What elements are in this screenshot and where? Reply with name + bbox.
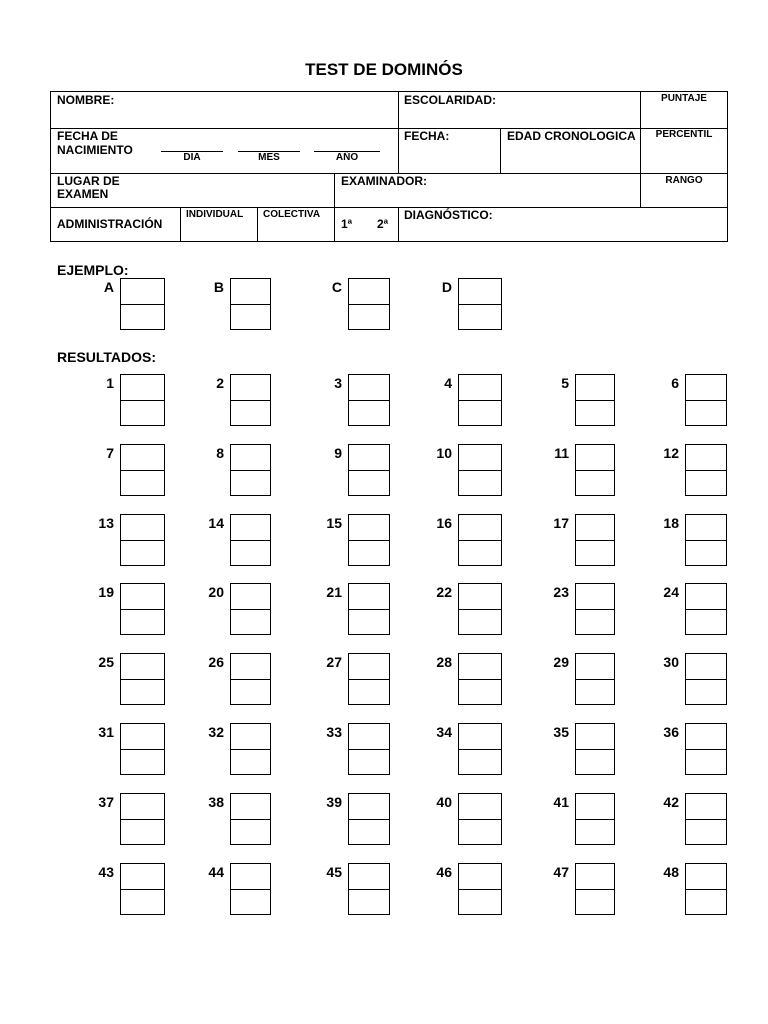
resultado-25-domino-divider bbox=[121, 679, 164, 680]
resultado-2-label: 2 bbox=[216, 375, 224, 391]
resultado-14-domino-box[interactable] bbox=[230, 514, 271, 566]
resultado-41-label: 41 bbox=[553, 794, 569, 810]
ejemplo-b-domino-divider bbox=[231, 304, 270, 305]
resultado-41-domino-box[interactable] bbox=[575, 793, 615, 845]
ejemplo-a-domino-divider bbox=[121, 304, 164, 305]
ejemplo-a-domino-box[interactable] bbox=[120, 278, 165, 330]
resultado-30-label: 30 bbox=[663, 654, 679, 670]
resultado-31-domino-box[interactable] bbox=[120, 723, 165, 775]
fecha-nacimiento-label-line1: FECHA DE bbox=[57, 129, 118, 143]
resultado-17-label: 17 bbox=[553, 515, 569, 531]
resultado-28-domino-divider bbox=[459, 679, 501, 680]
resultado-11-domino-divider bbox=[576, 470, 614, 471]
resultado-18-label: 18 bbox=[663, 515, 679, 531]
resultado-44-domino-box[interactable] bbox=[230, 863, 271, 915]
resultado-25-label: 25 bbox=[98, 654, 114, 670]
resultado-39-label: 39 bbox=[326, 794, 342, 810]
individual-option[interactable]: INDIVIDUAL bbox=[186, 209, 244, 220]
resultado-5-label: 5 bbox=[561, 375, 569, 391]
segunda-option[interactable]: 2ª bbox=[377, 217, 389, 231]
resultado-45-domino-divider bbox=[349, 889, 389, 890]
resultado-42-label: 42 bbox=[663, 794, 679, 810]
resultado-19-domino-box[interactable] bbox=[120, 583, 165, 635]
resultado-48-label: 48 bbox=[663, 864, 679, 880]
col-divider-lower bbox=[334, 173, 335, 242]
resultado-1-domino-box[interactable] bbox=[120, 374, 165, 426]
resultado-11-label: 11 bbox=[554, 445, 569, 461]
resultado-12-domino-box[interactable] bbox=[685, 444, 727, 496]
resultado-35-label: 35 bbox=[553, 724, 569, 740]
resultado-40-domino-box[interactable] bbox=[458, 793, 502, 845]
resultado-2-domino-box[interactable] bbox=[230, 374, 271, 426]
resultado-35-domino-box[interactable] bbox=[575, 723, 615, 775]
resultado-46-domino-box[interactable] bbox=[458, 863, 502, 915]
resultado-34-label: 34 bbox=[436, 724, 452, 740]
resultado-22-domino-divider bbox=[459, 609, 501, 610]
resultados-heading: RESULTADOS: bbox=[57, 349, 157, 365]
resultado-33-label: 33 bbox=[326, 724, 342, 740]
resultado-28-label: 28 bbox=[436, 654, 452, 670]
resultado-47-domino-box[interactable] bbox=[575, 863, 615, 915]
ejemplo-d-label: D bbox=[441, 279, 452, 295]
table-border-left bbox=[50, 91, 51, 242]
resultado-6-label: 6 bbox=[671, 375, 679, 391]
resultado-9-domino-divider bbox=[349, 470, 389, 471]
resultado-15-domino-divider bbox=[349, 540, 389, 541]
resultado-46-domino-divider bbox=[459, 889, 501, 890]
resultado-5-domino-box[interactable] bbox=[575, 374, 615, 426]
resultado-29-domino-box[interactable] bbox=[575, 653, 615, 705]
resultado-10-label: 10 bbox=[436, 445, 452, 461]
mes-label: MES bbox=[258, 152, 280, 163]
anio-label: AÑO bbox=[335, 152, 359, 163]
resultado-2-domino-divider bbox=[231, 400, 270, 401]
resultado-40-label: 40 bbox=[436, 794, 452, 810]
resultado-42-domino-divider bbox=[686, 819, 726, 820]
examinador-label: EXAMINADOR: bbox=[341, 174, 427, 188]
resultado-36-domino-box[interactable] bbox=[685, 723, 727, 775]
resultado-16-label: 16 bbox=[436, 515, 452, 531]
resultado-31-domino-divider bbox=[121, 749, 164, 750]
rango-label: RANGO bbox=[665, 175, 703, 186]
resultado-24-domino-box[interactable] bbox=[685, 583, 727, 635]
resultado-45-label: 45 bbox=[326, 864, 342, 880]
resultado-16-domino-box[interactable] bbox=[458, 514, 502, 566]
resultado-45-domino-box[interactable] bbox=[348, 863, 390, 915]
edad-cronologica-label: EDAD CRONOLOGICA bbox=[507, 129, 636, 143]
resultado-4-domino-box[interactable] bbox=[458, 374, 502, 426]
resultado-39-domino-box[interactable] bbox=[348, 793, 390, 845]
fecha-label: FECHA: bbox=[404, 129, 450, 143]
resultado-3-domino-box[interactable] bbox=[348, 374, 390, 426]
resultado-23-domino-divider bbox=[576, 609, 614, 610]
resultado-36-domino-divider bbox=[686, 749, 726, 750]
resultado-27-domino-divider bbox=[349, 679, 389, 680]
dia-label: DIA bbox=[183, 152, 201, 163]
resultado-38-domino-box[interactable] bbox=[230, 793, 271, 845]
header-form-table bbox=[50, 91, 728, 242]
resultado-41-domino-divider bbox=[576, 819, 614, 820]
resultado-6-domino-box[interactable] bbox=[685, 374, 727, 426]
resultado-14-domino-divider bbox=[231, 540, 270, 541]
resultado-30-domino-divider bbox=[686, 679, 726, 680]
col-divider-fecha bbox=[500, 128, 501, 173]
resultado-43-domino-divider bbox=[121, 889, 164, 890]
resultado-21-domino-box[interactable] bbox=[348, 583, 390, 635]
ejemplo-d-domino-divider bbox=[459, 304, 501, 305]
resultado-20-label: 20 bbox=[208, 584, 224, 600]
primera-option[interactable]: 1ª bbox=[341, 217, 353, 231]
resultado-27-label: 27 bbox=[326, 654, 342, 670]
resultado-30-domino-box[interactable] bbox=[685, 653, 727, 705]
resultado-9-domino-box[interactable] bbox=[348, 444, 390, 496]
resultado-23-label: 23 bbox=[553, 584, 569, 600]
resultado-39-domino-divider bbox=[349, 819, 389, 820]
puntaje-label: PUNTAJE bbox=[661, 93, 707, 104]
resultado-44-label: 44 bbox=[208, 864, 224, 880]
resultado-17-domino-box[interactable] bbox=[575, 514, 615, 566]
resultado-17-domino-divider bbox=[576, 540, 614, 541]
resultado-34-domino-box[interactable] bbox=[458, 723, 502, 775]
resultado-18-domino-box[interactable] bbox=[685, 514, 727, 566]
resultado-26-domino-divider bbox=[231, 679, 270, 680]
resultado-20-domino-box[interactable] bbox=[230, 583, 271, 635]
resultado-27-domino-box[interactable] bbox=[348, 653, 390, 705]
resultado-12-domino-divider bbox=[686, 470, 726, 471]
fecha-nacimiento-label-line2: NACIMIENTO bbox=[57, 143, 133, 157]
resultado-33-domino-box[interactable] bbox=[348, 723, 390, 775]
resultado-4-label: 4 bbox=[444, 375, 452, 391]
resultado-24-label: 24 bbox=[663, 584, 679, 600]
resultado-29-domino-divider bbox=[576, 679, 614, 680]
col-divider-diagnostico bbox=[398, 207, 399, 242]
percentil-label: PERCENTIL bbox=[655, 129, 713, 140]
colectiva-option[interactable]: COLECTIVA bbox=[263, 209, 321, 220]
resultado-32-domino-divider bbox=[231, 749, 270, 750]
resultado-7-domino-divider bbox=[121, 470, 164, 471]
resultado-29-label: 29 bbox=[553, 654, 569, 670]
lugar-examen-label-line2: EXAMEN bbox=[57, 187, 109, 201]
resultado-8-label: 8 bbox=[216, 445, 224, 461]
resultado-15-domino-box[interactable] bbox=[348, 514, 390, 566]
col-divider-main bbox=[398, 91, 399, 173]
resultado-38-domino-divider bbox=[231, 819, 270, 820]
ejemplo-c-domino-box[interactable] bbox=[348, 278, 390, 330]
resultado-19-domino-divider bbox=[121, 609, 164, 610]
resultado-48-domino-divider bbox=[686, 889, 726, 890]
resultado-28-domino-box[interactable] bbox=[458, 653, 502, 705]
resultado-31-label: 31 bbox=[98, 724, 114, 740]
table-border-bottom bbox=[50, 241, 728, 242]
resultado-26-domino-box[interactable] bbox=[230, 653, 271, 705]
resultado-8-domino-divider bbox=[231, 470, 270, 471]
resultado-5-domino-divider bbox=[576, 400, 614, 401]
resultado-7-label: 7 bbox=[106, 445, 114, 461]
resultado-43-label: 43 bbox=[98, 864, 114, 880]
resultado-47-domino-divider bbox=[576, 889, 614, 890]
resultado-42-domino-box[interactable] bbox=[685, 793, 727, 845]
resultado-47-label: 47 bbox=[553, 864, 569, 880]
resultado-24-domino-divider bbox=[686, 609, 726, 610]
lugar-examen-label-line1: LUGAR DE bbox=[57, 174, 120, 188]
resultado-13-label: 13 bbox=[98, 515, 114, 531]
resultado-1-domino-divider bbox=[121, 400, 164, 401]
resultado-22-domino-box[interactable] bbox=[458, 583, 502, 635]
resultado-44-domino-divider bbox=[231, 889, 270, 890]
row-divider-3 bbox=[50, 207, 728, 208]
resultado-48-domino-box[interactable] bbox=[685, 863, 727, 915]
resultado-15-label: 15 bbox=[326, 515, 342, 531]
ejemplo-b-domino-box[interactable] bbox=[230, 278, 271, 330]
resultado-20-domino-divider bbox=[231, 609, 270, 610]
resultado-40-domino-divider bbox=[459, 819, 501, 820]
resultado-10-domino-box[interactable] bbox=[458, 444, 502, 496]
col-divider-individual bbox=[257, 207, 258, 242]
resultado-22-label: 22 bbox=[436, 584, 452, 600]
ejemplo-b-label: B bbox=[213, 279, 224, 295]
resultado-25-domino-box[interactable] bbox=[120, 653, 165, 705]
administracion-label: ADMINISTRACIÓN bbox=[57, 217, 163, 231]
resultado-3-label: 3 bbox=[334, 375, 342, 391]
ejemplo-c-label: C bbox=[331, 279, 342, 295]
resultado-21-domino-divider bbox=[349, 609, 389, 610]
resultado-35-domino-divider bbox=[576, 749, 614, 750]
resultado-13-domino-divider bbox=[121, 540, 164, 541]
resultado-16-domino-divider bbox=[459, 540, 501, 541]
resultado-37-label: 37 bbox=[98, 794, 114, 810]
resultado-1-label: 1 bbox=[106, 375, 114, 391]
ejemplo-heading: EJEMPLO: bbox=[57, 262, 129, 278]
resultado-19-label: 19 bbox=[98, 584, 114, 600]
col-divider-admin bbox=[180, 207, 181, 242]
resultado-13-domino-box[interactable] bbox=[120, 514, 165, 566]
table-border-right bbox=[727, 91, 728, 242]
resultado-6-domino-divider bbox=[686, 400, 726, 401]
resultado-32-label: 32 bbox=[208, 724, 224, 740]
resultado-8-domino-box[interactable] bbox=[230, 444, 271, 496]
resultado-37-domino-box[interactable] bbox=[120, 793, 165, 845]
resultado-14-label: 14 bbox=[208, 515, 224, 531]
resultado-26-label: 26 bbox=[208, 654, 224, 670]
ejemplo-c-domino-divider bbox=[349, 304, 389, 305]
resultado-21-label: 21 bbox=[326, 584, 342, 600]
nombre-label: NOMBRE: bbox=[57, 93, 115, 107]
resultado-43-domino-box[interactable] bbox=[120, 863, 165, 915]
resultado-3-domino-divider bbox=[349, 400, 389, 401]
ejemplo-d-domino-box[interactable] bbox=[458, 278, 502, 330]
escolaridad-label: ESCOLARIDAD: bbox=[404, 93, 496, 107]
resultado-9-label: 9 bbox=[334, 445, 342, 461]
resultado-4-domino-divider bbox=[459, 400, 501, 401]
resultado-38-label: 38 bbox=[208, 794, 224, 810]
resultado-7-domino-box[interactable] bbox=[120, 444, 165, 496]
resultado-18-domino-divider bbox=[686, 540, 726, 541]
ejemplo-a-label: A bbox=[103, 279, 114, 295]
resultado-46-label: 46 bbox=[436, 864, 452, 880]
col-divider-score bbox=[640, 91, 641, 207]
resultado-23-domino-box[interactable] bbox=[575, 583, 615, 635]
page-title: TEST DE DOMINÓS bbox=[305, 60, 463, 79]
resultado-12-label: 12 bbox=[663, 445, 679, 461]
resultado-32-domino-box[interactable] bbox=[230, 723, 271, 775]
table-border-top bbox=[50, 91, 728, 92]
resultado-10-domino-divider bbox=[459, 470, 501, 471]
resultado-36-label: 36 bbox=[663, 724, 679, 740]
resultado-33-domino-divider bbox=[349, 749, 389, 750]
diagnostico-label: DIAGNÓSTICO: bbox=[404, 208, 493, 222]
resultado-34-domino-divider bbox=[459, 749, 501, 750]
resultado-11-domino-box[interactable] bbox=[575, 444, 615, 496]
resultado-37-domino-divider bbox=[121, 819, 164, 820]
